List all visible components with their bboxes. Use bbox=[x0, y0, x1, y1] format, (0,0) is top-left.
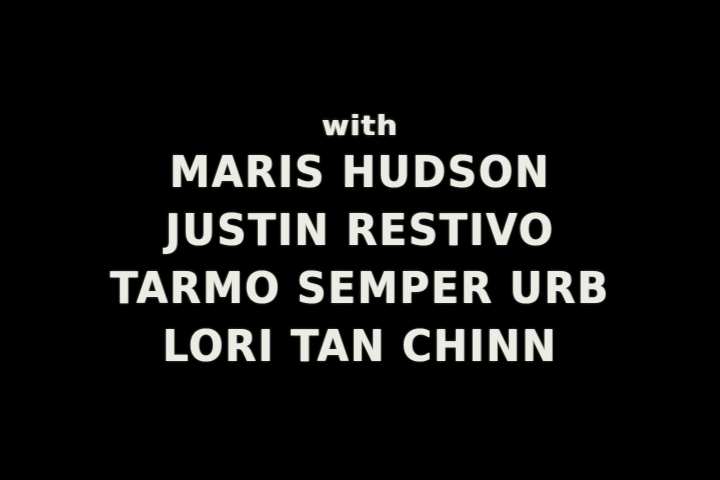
credit-name: JUSTIN RESTIVO bbox=[165, 205, 555, 256]
credit-name: TARMO SEMPER URB bbox=[110, 263, 610, 314]
credits-block bbox=[0, 108, 720, 376]
credit-name: MARIS HUDSON bbox=[169, 147, 551, 198]
credit-intro: with bbox=[321, 109, 399, 142]
credit-name: LORI TAN CHINN bbox=[162, 321, 558, 372]
